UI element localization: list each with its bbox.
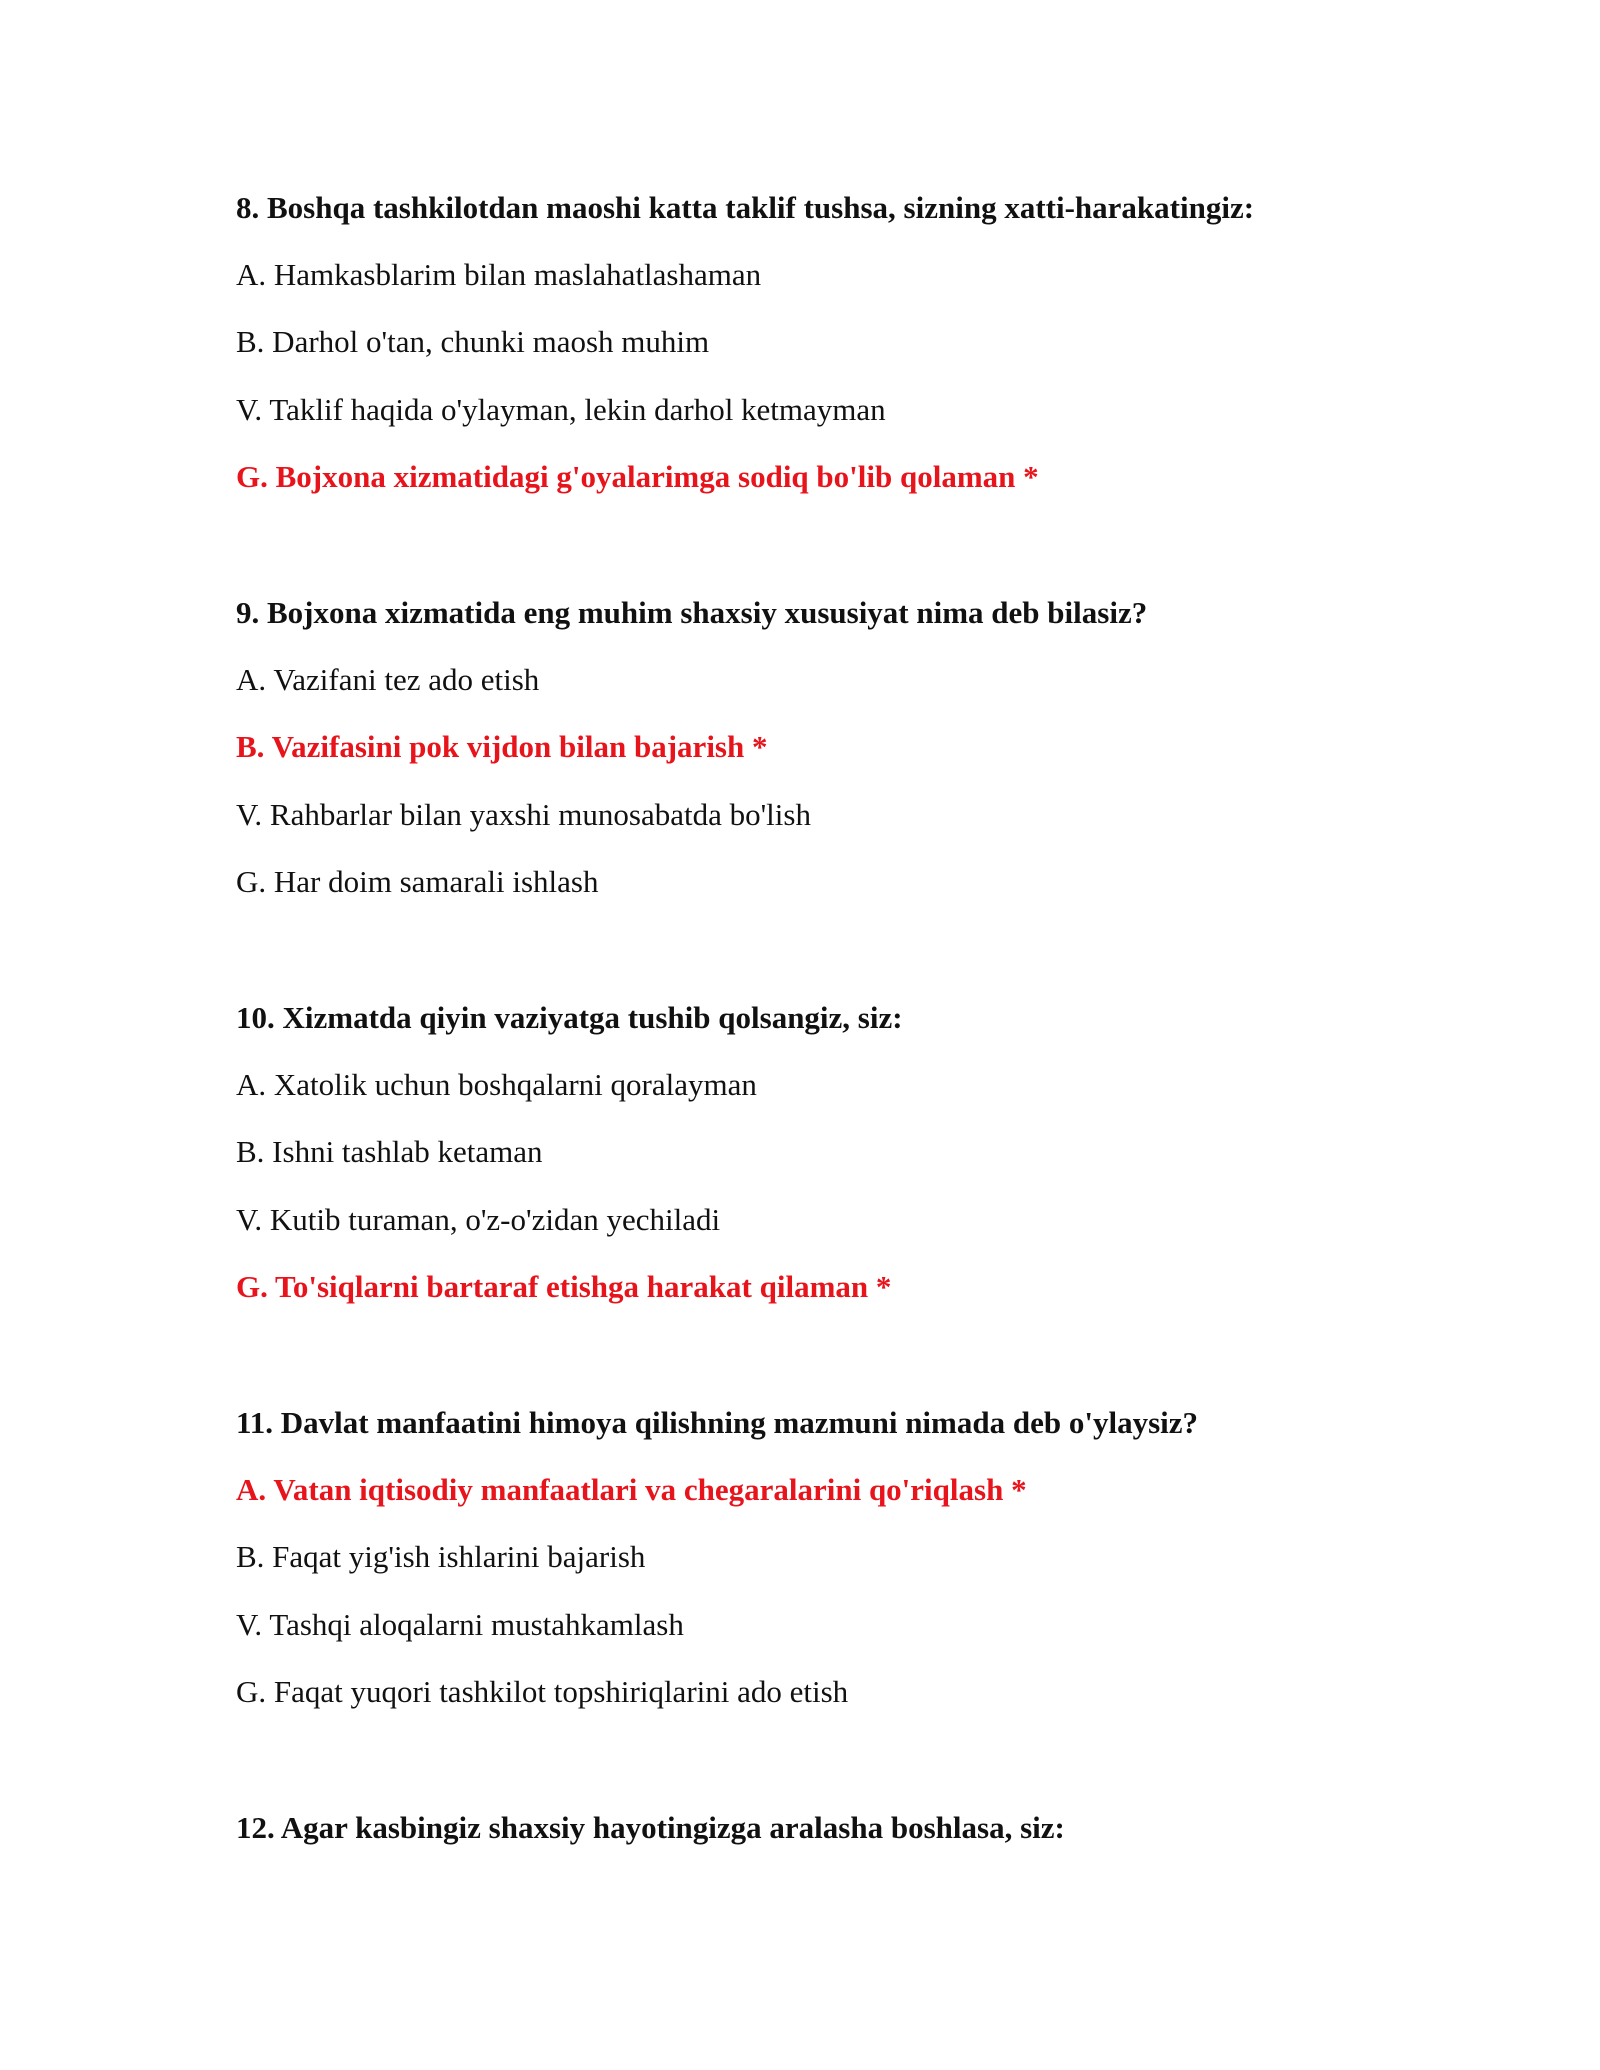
question-8-option-b: B. Darhol o'tan, chunki maosh muhim xyxy=(236,324,710,359)
question-11-option-a-correct: A. Vatan iqtisodiy manfaatlari va chegaralarini qo'riqlash * xyxy=(236,1472,1027,1507)
question-10-option-b: B. Ishni tashlab ketaman xyxy=(236,1134,543,1169)
question-9-option-b-correct: B. Vazifasini pok vijdon bilan bajarish * xyxy=(236,729,768,764)
question-10-text: 10. Xizmatda qiyin vaziyatga tushib qolsangiz, siz: xyxy=(236,1000,903,1035)
question-11-option-g: G. Faqat yuqori tashkilot topshiriqlarini ado etish xyxy=(236,1674,849,1709)
question-9-option-v: V. Rahbarlar bilan yaxshi munosabatda bo'lish xyxy=(236,797,811,832)
question-12-text: 12. Agar kasbingiz shaxsiy hayotingizga aralasha boshlasa, siz: xyxy=(236,1810,1065,1845)
question-11-option-v: V. Tashqi aloqalarni mustahkamlash xyxy=(236,1607,684,1642)
question-10-option-g-correct: G. To'siqlarni bartaraf etishga harakat qilaman * xyxy=(236,1269,892,1304)
question-8-option-g-correct: G. Bojxona xizmatidagi g'oyalarimga sodiq bo'lib qolaman * xyxy=(236,459,1039,494)
question-11-option-b: B. Faqat yig'ish ishlarini bajarish xyxy=(236,1539,646,1574)
question-8-option-a: A. Hamkasblarim bilan maslahatlashaman xyxy=(236,257,762,292)
question-10-option-v: V. Kutib turaman, o'z-o'zidan yechiladi xyxy=(236,1202,721,1237)
question-8-option-v: V. Taklif haqida o'ylayman, lekin darhol ketmayman xyxy=(236,392,886,427)
question-10-option-a: A. Xatolik uchun boshqalarni qoralayman xyxy=(236,1067,757,1102)
question-9-text: 9. Bojxona xizmatida eng muhim shaxsiy xususiyat nima deb bilasiz? xyxy=(236,595,1148,630)
question-9-option-a: A. Vazifani tez ado etish xyxy=(236,662,540,697)
question-9-option-g: G. Har doim samarali ishlash xyxy=(236,864,599,899)
question-11-text: 11. Davlat manfaatini himoya qilishning mazmuni nimada deb o'ylaysiz? xyxy=(236,1405,1199,1440)
question-8-text: 8. Boshqa tashkilotdan maoshi katta taklif tushsa, sizning xatti-harakatingiz: xyxy=(236,190,1255,225)
